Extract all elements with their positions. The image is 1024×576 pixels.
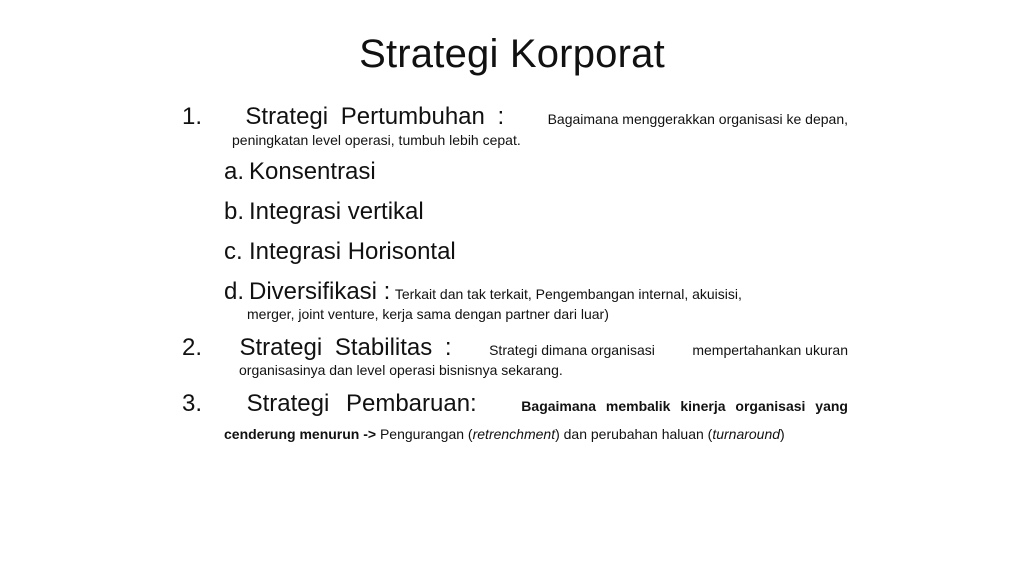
item-3-heading: Strategi Pembaruan: (246, 390, 477, 417)
item-2-heading: Strategi Stabilitas : (239, 334, 452, 361)
item-1-heading: Strategi Pertumbuhan : (245, 103, 505, 130)
item-2-description-1b: mempertahankan ukuran (692, 342, 848, 358)
item-2-description-2: organisasinya dan level operasi bisnisnya sekarang. (239, 362, 563, 378)
item-3-description-text-1: Pengurangan ( (379, 426, 473, 442)
subitem-d-label: Diversifikasi : (249, 278, 391, 305)
subitem-d-description-1: Terkait dan tak terkait, Pengembangan internal, akuisisi, (394, 286, 742, 302)
item-1-line-1 (182, 103, 848, 131)
subitem-d (224, 278, 742, 306)
item-1-description-2: peningkatan level operasi, tumbuh lebih cepat. (232, 132, 521, 148)
item-3-line-1 (182, 390, 848, 418)
subitem-b-letter: b. (224, 198, 245, 225)
item-3-line-2 (224, 426, 785, 442)
item-1-heading-group (182, 103, 848, 131)
subitem-b (224, 198, 424, 226)
subitem-d-description-2: merger, joint venture, kerja sama dengan partner dari luar) (247, 306, 609, 322)
item-3-description-italic-1: retrenchment (472, 426, 556, 442)
subitem-c-letter: c. (224, 238, 243, 265)
subitem-b-label: Integrasi vertikal (249, 198, 424, 225)
item-2-description-1a: Strategi dimana organisasi (489, 342, 655, 358)
subitem-a-label: Konsentrasi (249, 158, 376, 185)
item-3-description-bold-1: Bagaimana membalik kinerja organisasi yang (521, 398, 848, 414)
item-1-number: 1. (182, 103, 203, 130)
subitem-c-label: Integrasi Horisontal (249, 238, 456, 265)
item-3-description-bold-2: cenderung menurun -> (224, 426, 377, 442)
item-2-number: 2. (182, 334, 203, 361)
subitem-a-letter: a. (224, 158, 245, 185)
item-2-line-1 (182, 334, 848, 362)
slide-title: Strategi Korporat (359, 32, 665, 76)
subitem-c (224, 238, 456, 266)
item-3-description-text-3: ) (780, 426, 785, 442)
item-3-number: 3. (182, 390, 203, 417)
subitem-d-letter: d. (224, 278, 245, 305)
item-3-description-italic-2: turnaround (712, 426, 781, 442)
subitem-a (224, 158, 376, 186)
item-3-description-text-2: ) dan perubahan haluan ( (555, 426, 713, 442)
item-1-description-1: Bagaimana menggerakkan organisasi ke depan, (547, 111, 848, 127)
